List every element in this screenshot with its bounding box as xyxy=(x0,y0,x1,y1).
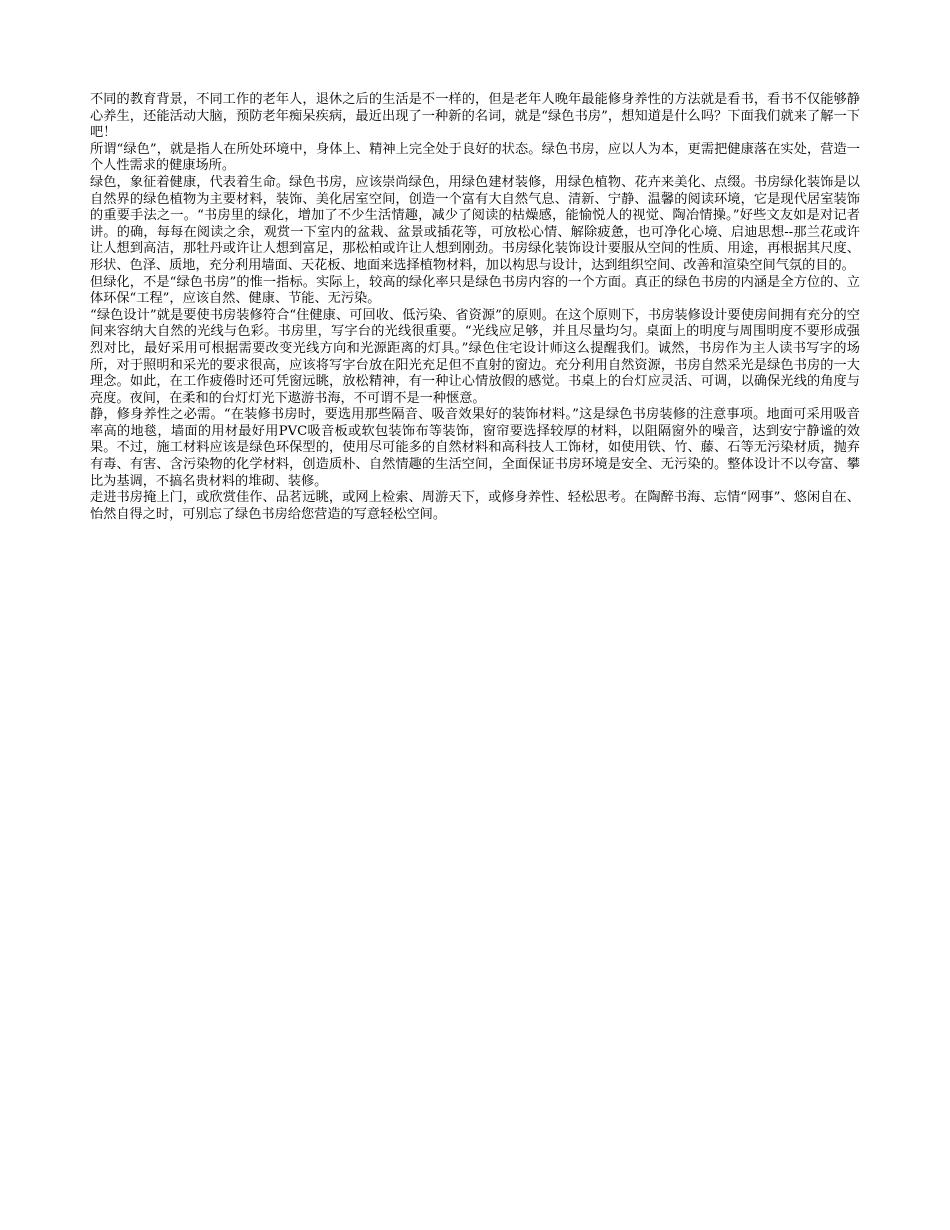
paragraph-greenery: 绿色，象征着健康，代表着生命。绿色书房，应该崇尚绿色，用绿色建材装修，用绿色植物、花卉来美化、点缀。书房绿化装饰是以自然界的绿色植物为主要材料，装饰、美化居室空间，创造一个富有大自然气息、清新、宁静、温馨的阅读环境，它是现代居室装饰的重要手法之一。“书房里的绿化，增加了不少生活情趣，减少了阅读的枯燥感，能愉悦人的视觉、陶冶情操。”好些文友如是对记者讲。的确，每每在阅读之余，观赏一下室内的盆栽、盆景或插花等，可放松心情、解除疲惫，也可净化心境、启迪思想--那兰花或许让人想到高洁，那牡丹或许让人想到富足，那松柏或许让人想到刚劲。书房绿化装饰设计要服从空间的性质、用途，再根据其尺度、形状、色泽、质地，充分利用墙面、天花板、地面来选择植物材料，加以构思与设计，达到组织空间、改善和渲染空间气氛的目的。 xyxy=(90,174,860,273)
paragraph-quiet: 静，修身养性之必需。“在装修书房时，要选用那些隔音、吸音效果好的装饰材料。”这是绿色书房装修的注意事项。地面可采用吸音率高的地毯，墙面的用材最好用PVC吸音板或软包装饰布等装饰，窗帘要选择较厚的材料，以阻隔窗外的噪音，达到安宁静谧的效果。不过，施工材料应该是绿色环保型的，使用尽可能多的自然材料和高科技人工饰材，如使用铁、竹、藤、石等无污染材质，抛弃有毒、有害、含污染物的化学材料，创造质朴、自然情趣的生活空间，全面保证书房环境是安全、无污染的。整体设计不以夸富、攀比为基调，不搞名贵材料的堆砌、装修。 xyxy=(90,407,860,489)
paragraph-green-design: “绿色设计”就是要使书房装修符合“住健康、可回收、低污染、省资源”的原则。在这个原则下，书房装修设计要使房间拥有充分的空间来容纳大自然的光线与色彩。书房里，写字台的光线很重要。“光线应足够，并且尽量均匀。桌面上的明度与周围明度不要形成强烈对比，最好采用可根据需要改变光线方向和光源距离的灯具。”绿色住宅设计师这么提醒我们。诚然，书房作为主人读书写字的场所，对于照明和采光的要求很高，应该将写字台放在阳光充足但不直射的窗边。充分利用自然资源，书房自然采光是绿色书房的一大理念。如此，在工作疲倦时还可凭窗远眺，放松精神，有一种让心情放假的感觉。书桌上的台灯应灵活、可调，以确保光线的角度与亮度。夜间，在柔和的台灯灯光下遨游书海，不可谓不是一种惬意。 xyxy=(90,307,860,406)
paragraph-definition: 所谓“绿色”，就是指人在所处环境中，身体上、精神上完全处于良好的状态。绿色书房，应以人为本，更需把健康落在实处，营造一个人性需求的健康场所。 xyxy=(90,141,860,174)
paragraph-not-only-greenery: 但绿化，不是“绿色书房”的惟一指标。实际上，较高的绿化率只是绿色书房内容的一个方面。真正的绿色书房的内涵是全方位的、立体环保“工程”，应该自然、健康、节能、无污染。 xyxy=(90,274,860,307)
paragraph-conclusion: 走进书房掩上门，或欣赏佳作、品茗远眺，或网上检索、周游天下，或修身养性、轻松思考。在陶醉书海、忘情“网事”、悠闲自在、怡然自得之时，可别忘了绿色书房给您营造的写意轻松空间。 xyxy=(90,490,860,522)
article-body xyxy=(90,92,860,523)
paragraph-intro: 不同的教育背景，不同工作的老年人，退休之后的生活是不一样的，但是老年人晚年最能修身养性的方法就是看书，看书不仅能够静心养生，还能活动大脑，预防老年痴呆疾病，最近出现了一种新的名词，就是“绿色书房”，想知道是什么吗？下面我们就来了解一下吧！ xyxy=(90,92,860,141)
